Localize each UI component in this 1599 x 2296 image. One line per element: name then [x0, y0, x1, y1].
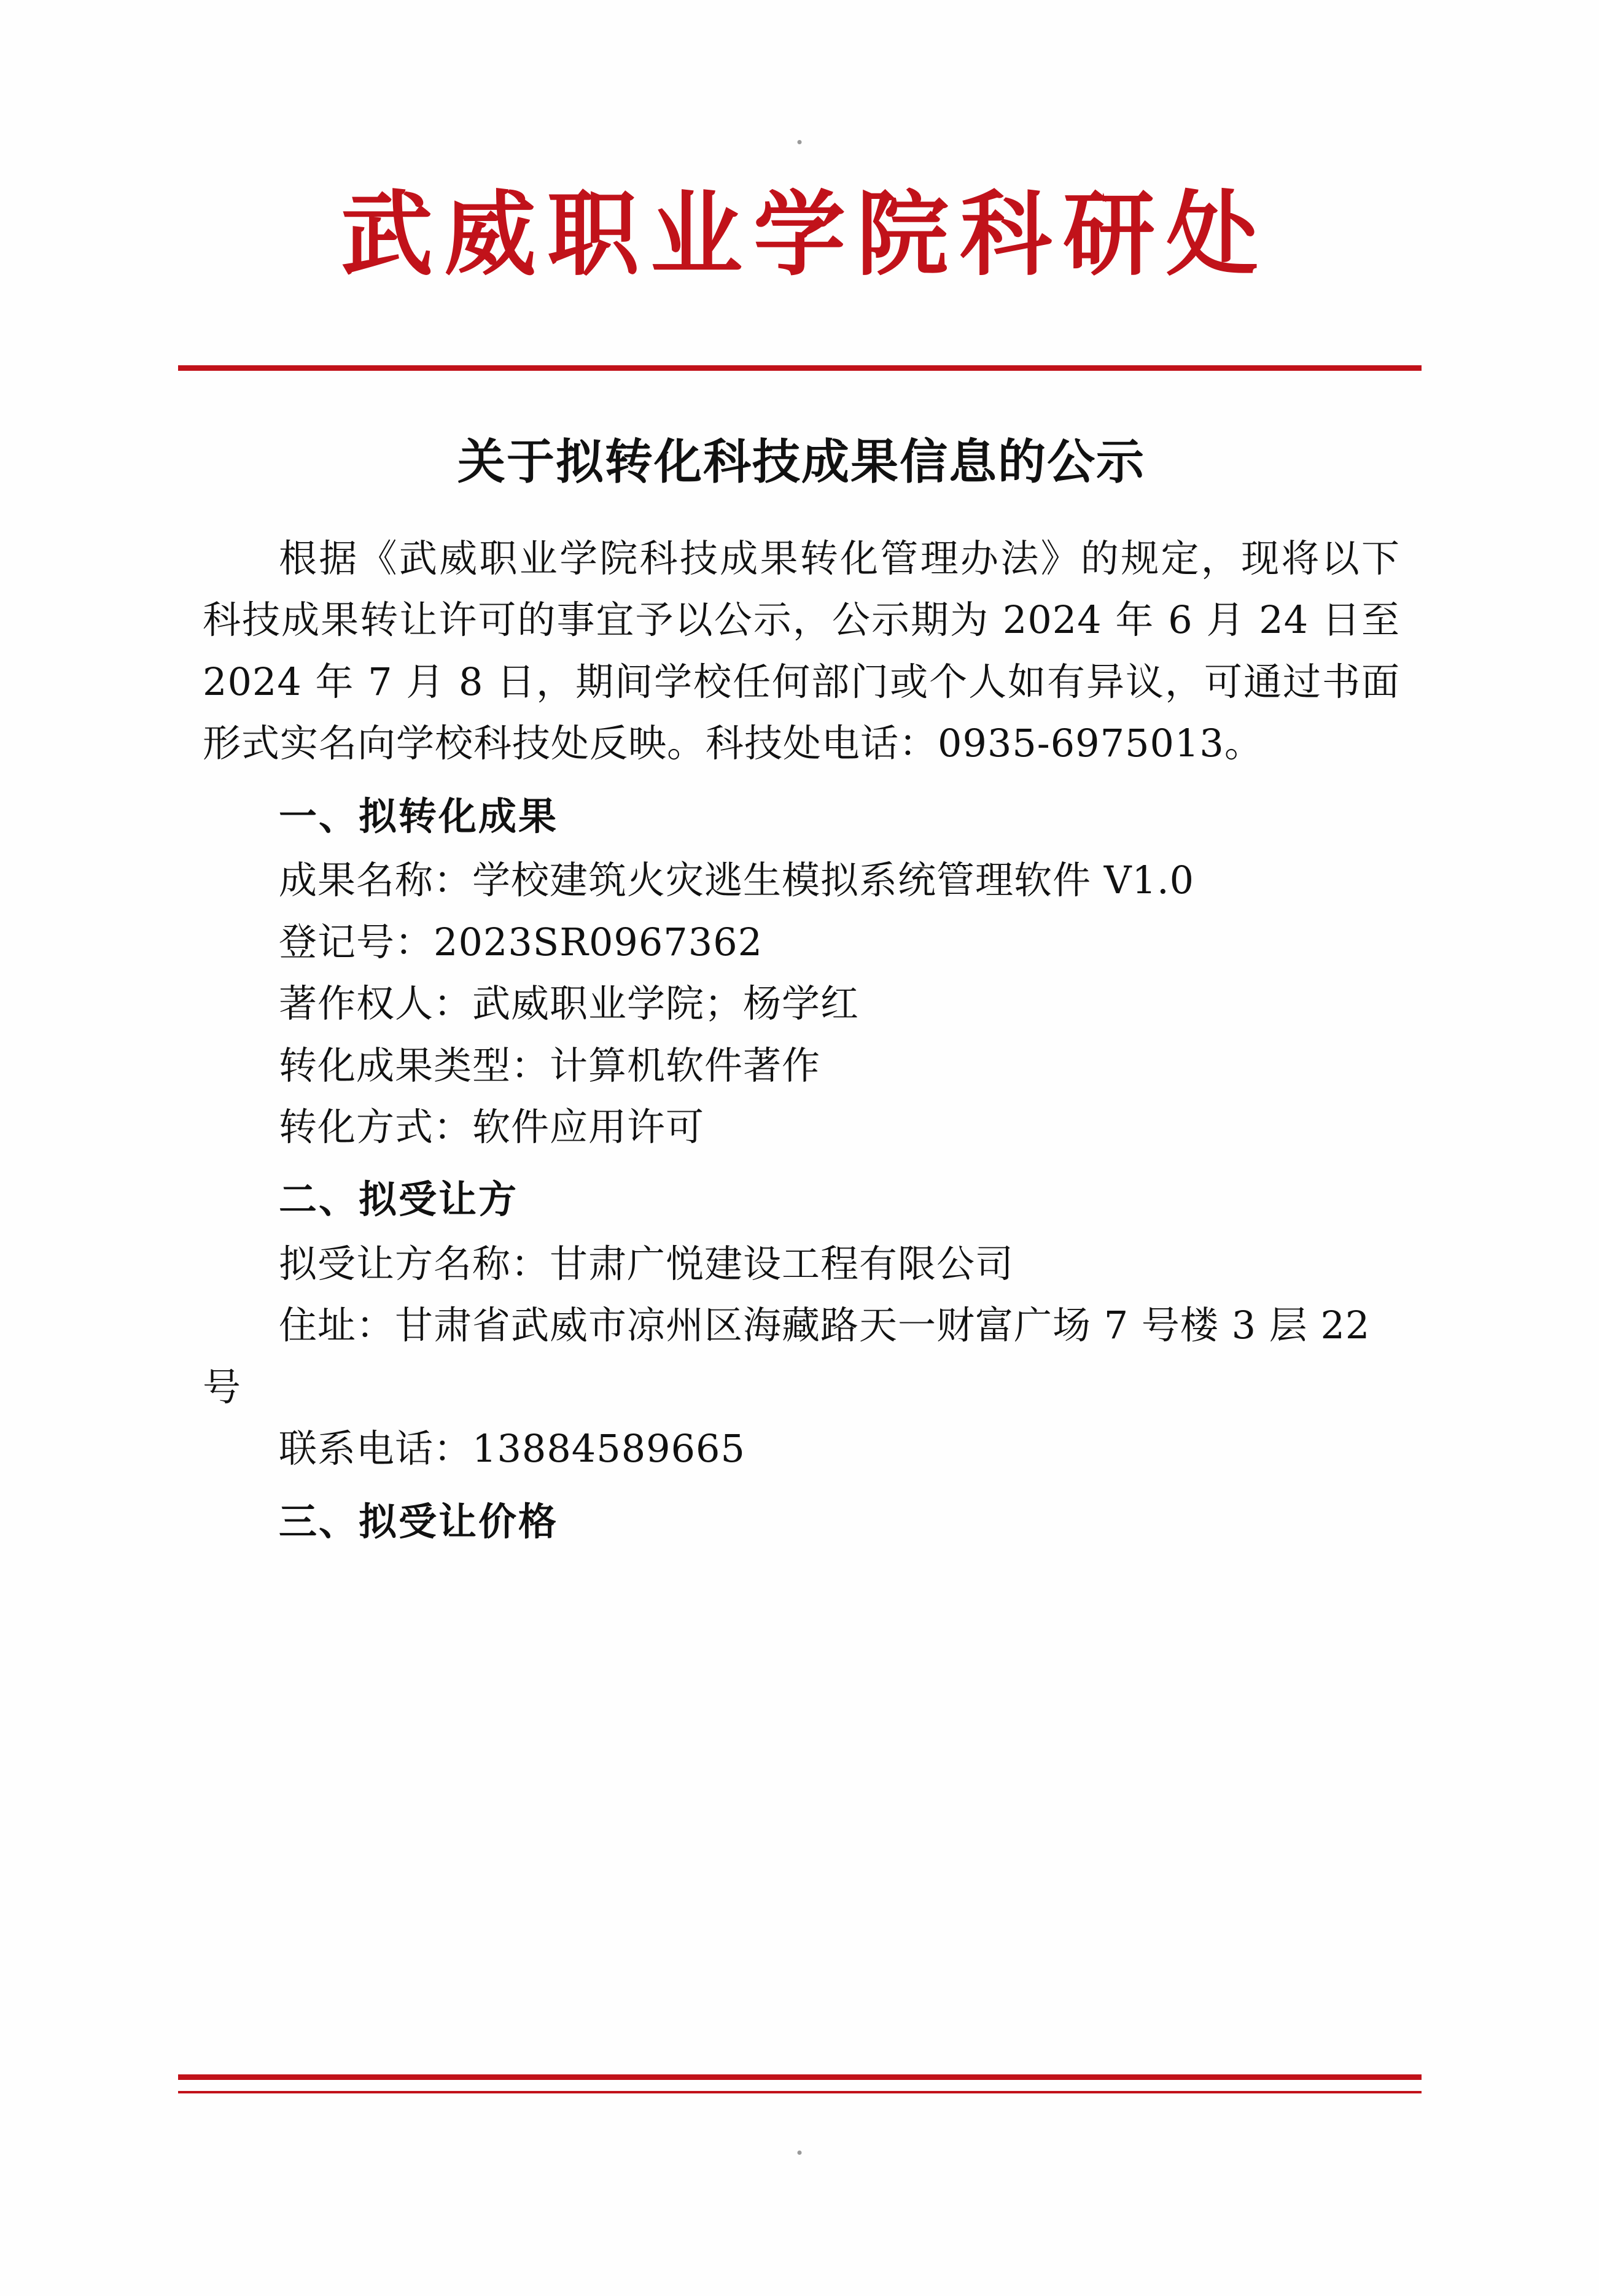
- field-row: [203, 912, 1400, 973]
- field-row-address: [203, 1295, 1400, 1418]
- field-row: [203, 973, 1400, 1034]
- document-body: [203, 424, 1400, 1555]
- section-heading-2: 二、拟受让方: [279, 1177, 519, 1222]
- section-heading-3: 三、拟受让价格: [279, 1499, 559, 1544]
- footer-rule-thick: [178, 2074, 1422, 2080]
- field-value: 甘肃省武威市凉州区海藏路天一财富广场 7 号楼 3 层 22 号: [203, 1303, 1371, 1410]
- field-label: 著作权人：: [279, 981, 473, 1026]
- letterhead-organization: 武威职业学院科研处: [340, 180, 1269, 289]
- field-value: 武威职业学院；杨学红: [472, 981, 860, 1026]
- field-label: 转化方式：: [279, 1104, 473, 1149]
- field-value: 计算机软件著作: [550, 1042, 821, 1088]
- letterhead: [0, 180, 1599, 289]
- field-row: [203, 1233, 1400, 1295]
- field-label: 住址：: [279, 1303, 395, 1348]
- field-label: 登记号：: [279, 919, 434, 964]
- field-row: [203, 850, 1400, 911]
- registration-mark-bottom: [798, 2151, 802, 2155]
- intro-paragraph: 根据《武威职业学院科技成果转化管理办法》的规定，现将以下科技成果转让许可的事宜予以公示，公示期为 2024 年 6 月 24 日至 2024 年 7 月 8 日，期间学校任何部门或个人如有异议，可通过书面形式实名向学校科技处反映。科技处电话：0935-6975013。: [203, 536, 1400, 766]
- letterhead-divider-rule: [178, 365, 1422, 371]
- field-row: [203, 1035, 1400, 1096]
- section-heading-1: 一、拟转化成果: [279, 793, 559, 839]
- registration-mark-top: [798, 140, 802, 144]
- field-row: [203, 1096, 1400, 1158]
- footer-rule-thin: [178, 2091, 1422, 2093]
- field-row: [203, 1418, 1400, 1480]
- page-title: 关于拟转化科技成果信息的公示: [457, 434, 1145, 490]
- field-value: 软件应用许可: [472, 1104, 705, 1149]
- field-label: 拟受让方名称：: [279, 1241, 550, 1286]
- field-value: 甘肃广悦建设工程有限公司: [550, 1241, 1014, 1286]
- field-label: 转化成果类型：: [279, 1042, 550, 1088]
- field-label: 联系电话：: [279, 1426, 473, 1472]
- field-value: 13884589665: [472, 1426, 745, 1472]
- field-label: 成果名称：: [279, 858, 473, 903]
- field-value: 学校建筑火灾逃生模拟系统管理软件 V1.0: [472, 858, 1195, 903]
- field-value: 2023SR0967362: [434, 919, 763, 964]
